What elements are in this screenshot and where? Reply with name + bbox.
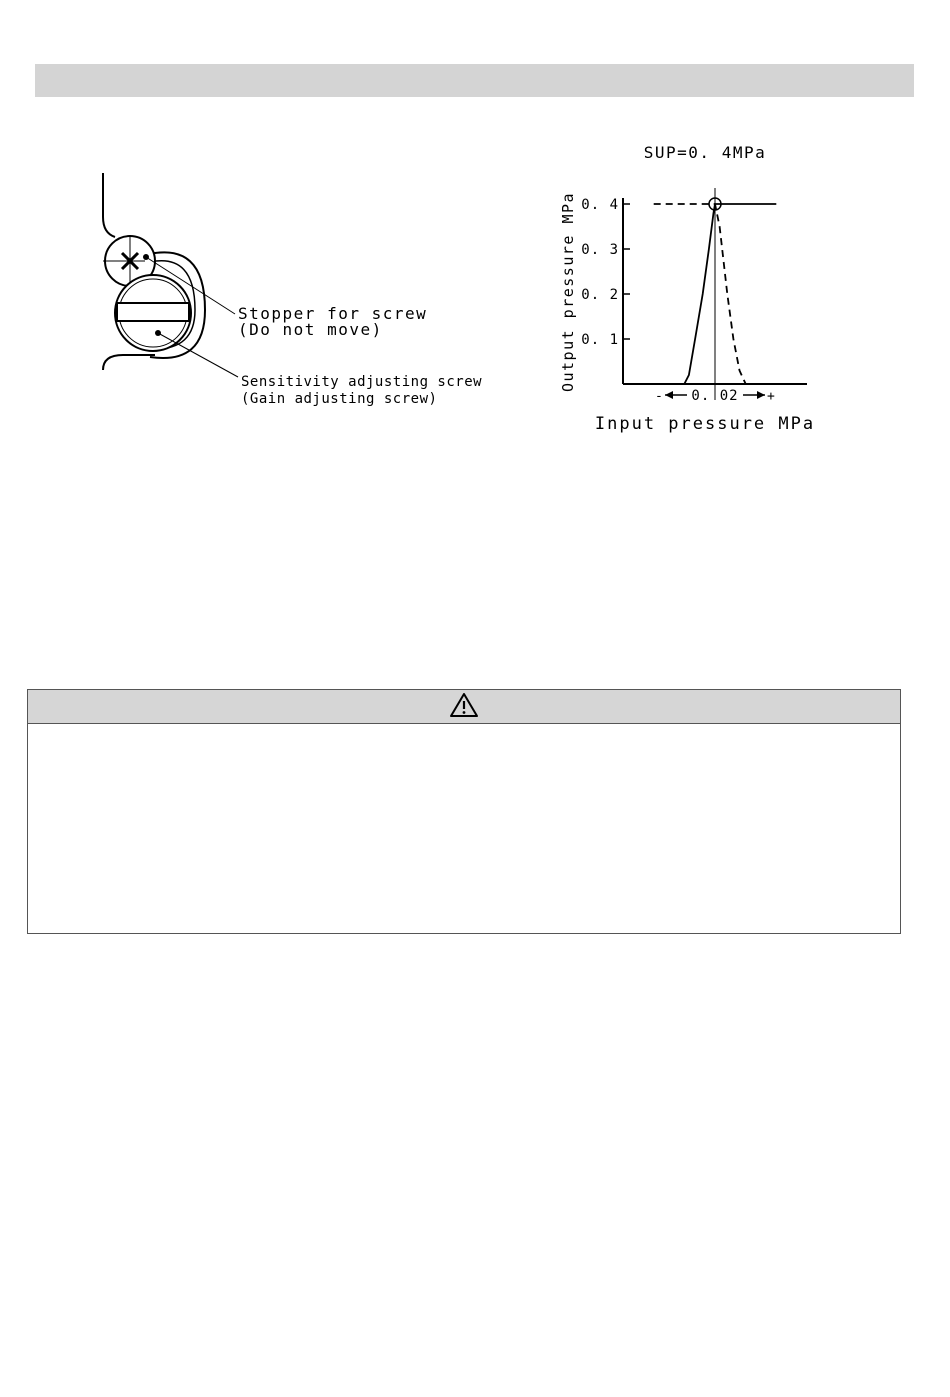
stopper-label-line2: (Do not move) — [238, 320, 383, 339]
screw-diagram — [95, 165, 535, 415]
body-outline-lower — [103, 355, 155, 370]
caution-box — [27, 689, 901, 934]
sensitivity-label-line1: Sensitivity adjusting screw — [241, 374, 483, 390]
warning-triangle-icon — [449, 692, 479, 722]
series-increasing-line — [684, 204, 776, 384]
y-tick-label: 0. 3 — [581, 242, 619, 258]
pressure-chart — [555, 138, 855, 438]
x-axis-label: Input pressure MPa — [594, 414, 816, 434]
series-decreasing-line — [654, 204, 746, 384]
y-tick-label: 0. 4 — [581, 197, 619, 213]
band-label: 0. 02 — [691, 388, 739, 404]
body-outline — [103, 173, 115, 237]
sensitivity-label-line2: (Gain adjusting screw) — [241, 391, 438, 407]
chart-title: SUP=0. 4MPa — [643, 143, 767, 162]
sensitivity-screw — [115, 275, 191, 351]
y-axis-label: Output pressure MPa — [559, 191, 577, 393]
band-arrowhead-left — [665, 391, 673, 399]
stopper-label-line1: Stopper for screw — [238, 304, 428, 323]
section-header-bar — [35, 64, 914, 97]
caution-header — [28, 690, 900, 724]
y-tick-label: 0. 2 — [581, 287, 619, 303]
band-arrowhead-right — [757, 391, 765, 399]
band-plus: + — [767, 389, 775, 404]
band-minus: - — [655, 389, 663, 404]
y-tick-label: 0. 1 — [581, 332, 619, 348]
